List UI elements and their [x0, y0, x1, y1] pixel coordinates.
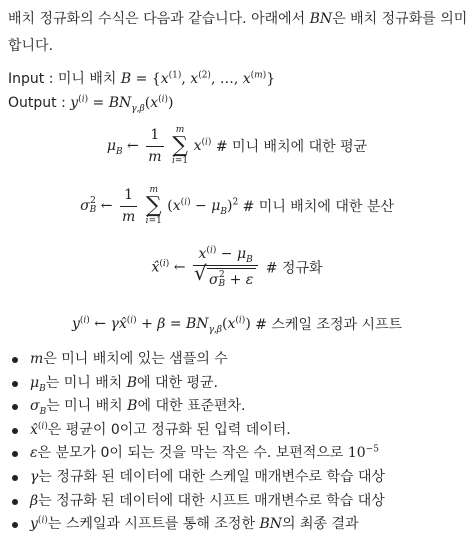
variance-equation: σ 2 B ← $\frac{1}{m}$ m ∑ i=1 $(x^{(i)} - \mu_B)^2$ # 미니 배치에 대한 분산: [80, 185, 394, 226]
intro-text-2: 은 배치 정규화를 의미합니다.: [8, 11, 468, 54]
intro-text-1: 배치 정규화의 수식은 다음과 같습니다. 아래에서: [8, 11, 310, 27]
mean-comment: # 미니 배치에 대한 평균: [215, 139, 368, 155]
scale-shift-comment: # 스케일 조정과 시프트: [255, 317, 403, 333]
intro-bn: BN: [309, 11, 333, 27]
list-item: x̂$^{(i)}$은 평균이 0이고 정규화 된 입력 데이터.: [0, 419, 474, 443]
scale-shift-equation: $y^{(i)}$ ← γx̂$^{(i)}$ + $\beta = BN_{\gamma,\beta}(x^{(i)})$ # 스케일 조정과 시프트: [71, 315, 403, 335]
intro-paragraph: [8, 6, 468, 60]
mean-equation: $\mu_B$ ← $\frac{1}{m}$ m ∑ i=1 $x^{(i)}$ # 미니 배치에 대한 평균: [106, 125, 368, 166]
list-item: ε은 분모가 0이 되는 것을 막는 작은 수. 보편적으로 $10^{-5}$: [0, 442, 474, 466]
list-item: β는 정규화 된 데이터에 대한 시프트 매개변수로 학습 대상: [0, 490, 474, 514]
normalize-equation: x̂$^{(i)}$ ← $x^{(i)} - \mu_B$ √ σ 2 B + ε # 정규화: [0, 246, 474, 289]
variance-comment: # 미니 배치에 대한 분산: [242, 199, 394, 215]
input-line: Input : 미니 배치 $B = \{x^{(1)}$, $x^{(2)}$, …, $x^{(m)}$}: [8, 70, 276, 87]
list-item: $\mu_B$는 미니 배치 B에 대한 평균.: [0, 372, 474, 396]
definition-list: [0, 348, 474, 537]
list-item: m은 미니 배치에 있는 샘플의 수: [0, 348, 474, 372]
input-label: Input : 미니 배치: [8, 71, 121, 87]
output-label: Output :: [8, 95, 71, 111]
list-item: $\sigma_B$는 미니 배치 B에 대한 표준편차.: [0, 395, 474, 419]
normalize-comment: # 정규화: [265, 260, 323, 277]
input-expr: B: [120, 71, 132, 87]
list-item: γ는 정규화 된 데이터에 대한 스케일 매개변수로 학습 대상: [0, 466, 474, 490]
output-expr: y: [70, 95, 79, 111]
list-item: $y^{(i)}$는 스케일과 시프트를 통해 조정한 BN의 최종 결과: [0, 513, 474, 537]
output-line: Output : $y^{(i)} = BN_{\gamma,\beta}(x^{(i)})$: [8, 94, 174, 114]
